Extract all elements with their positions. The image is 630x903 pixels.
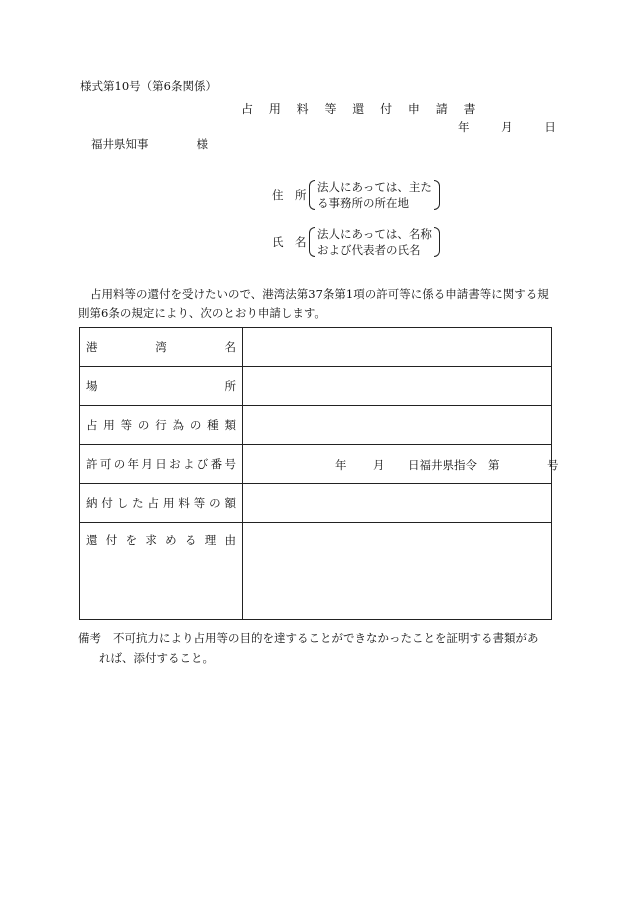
table-row (80, 328, 552, 367)
date-line (458, 120, 556, 134)
port-name-label: 港湾名 (80, 328, 243, 367)
document-title: 占 用 料 等 還 付 申 請 書 (241, 102, 482, 116)
date-day: 日 (544, 120, 556, 134)
address-note-line-1: 法人にあっては、主た (317, 180, 432, 194)
application-table (79, 327, 559, 620)
table-row (80, 445, 552, 484)
port-name-field[interactable] (243, 328, 552, 367)
permit-dai: 第 (488, 458, 500, 472)
address-note-line-2: る事務所の所在地 (317, 196, 409, 210)
name-note-line-2: および代表者の氏名 (317, 243, 421, 257)
name-note-bracket (309, 226, 440, 258)
table-row (80, 367, 552, 406)
fee-paid-field[interactable] (243, 484, 552, 523)
reason-label: 還付を求める理由 (80, 523, 243, 620)
permit-date-number-field[interactable] (243, 445, 559, 484)
note-text-line-1: 不可抗力により占用等の目的を達することができなかったことを証明する書類があ (113, 631, 539, 645)
address-note-bracket (309, 179, 440, 211)
body-text: 占用料等の還付を受けたいので、港湾法第37条第1項の許可等に係る申請書等に関する規則第6条の規定により、次のとおり申請します。 (78, 287, 549, 320)
date-month: 月 (501, 120, 513, 134)
name-note-line-1: 法人にあっては、名称 (317, 227, 432, 241)
permit-date-number-label: 許可の年月日および番号 (80, 445, 243, 484)
permit-year: 年 (335, 458, 347, 472)
act-type-field[interactable] (243, 406, 552, 445)
table-row (80, 523, 552, 620)
reason-field[interactable] (243, 523, 552, 620)
location-field[interactable] (243, 367, 552, 406)
note-text-line-2: れば、添付すること。 (99, 651, 214, 665)
addressee-name: 福井県知事 (91, 137, 149, 151)
addressee (91, 137, 208, 151)
table-row (80, 406, 552, 445)
addressee-honorific: 様 (196, 137, 208, 151)
permit-go: 号 (547, 458, 559, 472)
table-row (80, 484, 552, 523)
date-year: 年 (458, 120, 470, 134)
address-label: 住 所 (272, 188, 307, 202)
location-label: 場所 (80, 367, 243, 406)
act-type-label: 占用等の行為の種類 (80, 406, 243, 445)
permit-month: 月 (373, 458, 385, 472)
form-number: 様式第10号（第6条関係） (80, 79, 217, 93)
note-label: 備考 (78, 631, 101, 645)
name-label: 氏 名 (272, 235, 307, 249)
fee-paid-label: 納付した占用料等の額 (80, 484, 243, 523)
permit-day-designation: 日福井県指令 (408, 458, 477, 472)
